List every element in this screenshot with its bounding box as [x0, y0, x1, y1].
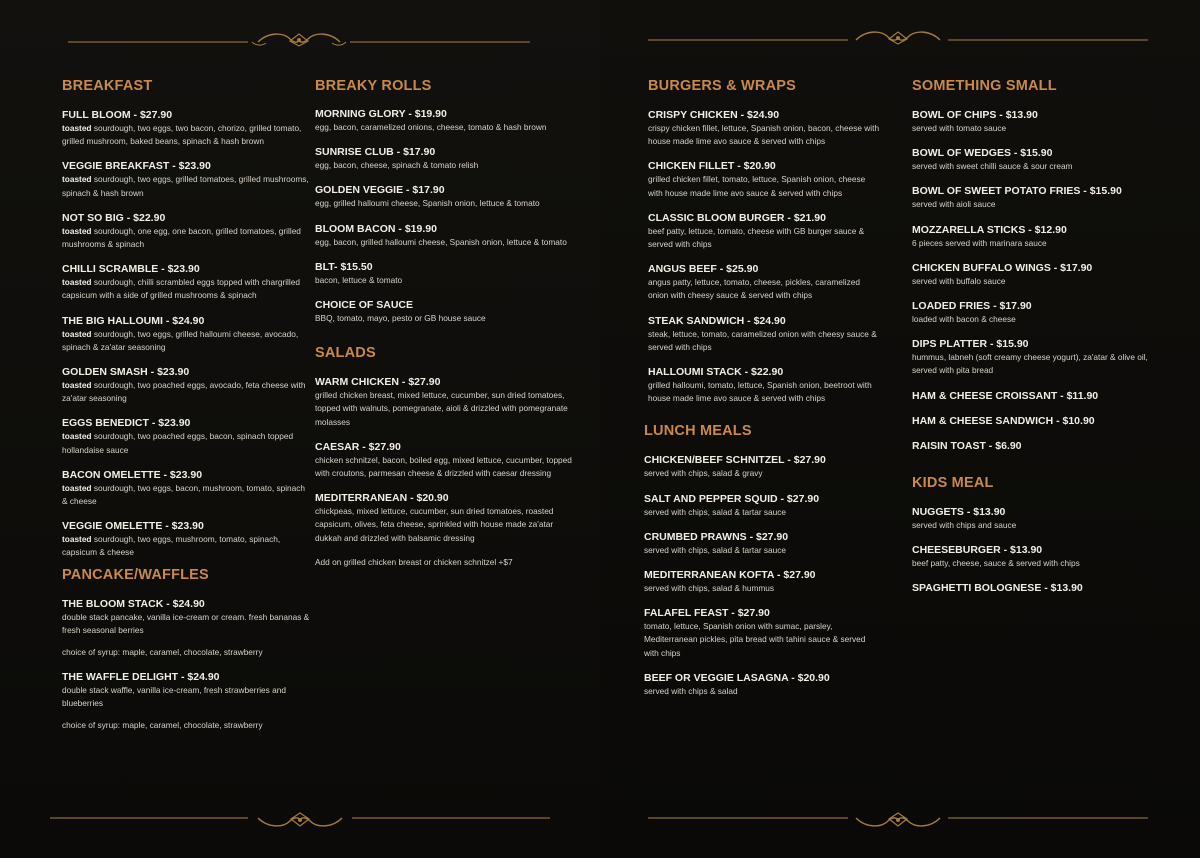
menu-item: [912, 543, 1162, 570]
menu-item: [644, 530, 880, 557]
burgers-list: [648, 108, 880, 405]
menu-item: [648, 211, 880, 251]
menu-item: [912, 299, 1162, 326]
menu-item-description: toasted sourdough, chilli scrambled eggs topped with chargrilled capsicum with a side of grilled mushrooms & spinach: [62, 277, 300, 301]
menu-item: [648, 262, 880, 302]
menu-item: [62, 519, 310, 559]
menu-item: [62, 597, 310, 659]
menu-item: [315, 222, 577, 249]
menu-item-name: STEAK SANDWICH - $24.90: [648, 314, 786, 327]
menu-item-name: RAISIN TOAST - $6.90: [912, 439, 1022, 452]
menu-item-description: double stack waffle, vanilla ice-cream, fresh strawberries and blueberries: [62, 685, 286, 709]
breakfast-list: [62, 108, 310, 560]
salads-addon-note: Add on grilled chicken breast or chicken schnitzel +$7: [315, 556, 513, 567]
menu-item-description: beef patty, cheese, sauce & served with chips: [912, 557, 1080, 568]
menu-item: [62, 108, 310, 148]
menu-item-description: toasted sourdough, two poached eggs, avocado, feta cheese with za'atar seasoning: [62, 380, 306, 404]
menu-item-description: BBQ, tomato, mayo, pesto or GB house sauce: [315, 313, 486, 324]
menu-item-name: BOWL OF WEDGES - $15.90: [912, 147, 1053, 160]
menu-item-name: CRUMBED PRAWNS - $27.90: [644, 530, 789, 543]
section-title-something-small: SOMETHING SMALL: [912, 78, 1057, 94]
menu-item-name: EGGS BENEDICT - $23.90: [62, 417, 191, 430]
menu-item-description: toasted sourdough, two eggs, bacon, mushroom, tomato, spinach & cheese: [62, 482, 306, 507]
menu-item: [315, 491, 577, 545]
menu-item-name: SUNRISE CLUB - $17.90: [315, 146, 436, 159]
menu-item-description: beef patty, lettuce, tomato, cheese with GB burger sauce & served with chips: [648, 225, 865, 250]
menu-item-name: MEDITERRANEAN - $20.90: [315, 492, 449, 505]
menu-item-name: THE BIG HALLOUMI - $24.90: [62, 314, 205, 327]
menu-item-description: served with chips, salad & gravy: [644, 468, 763, 479]
menu-item-description: egg, bacon, caramelized onions, cheese, tomato & hash brown: [315, 122, 547, 132]
menu-item-description: served with chips & salad: [644, 685, 738, 696]
menu-item-description: served with buffalo sauce: [912, 275, 1006, 286]
menu-item: [648, 365, 880, 405]
menu-item-name: NOT SO BIG - $22.90: [62, 211, 166, 224]
menu-item-name: HALLOUMI STACK - $22.90: [648, 366, 784, 379]
menu-item-lead: toasted: [62, 174, 92, 185]
menu-item-name: BACON OMELETTE - $23.90: [62, 468, 203, 481]
menu-item-name: NUGGETS - $13.90: [912, 505, 1006, 518]
menu-item-name: MOZZARELLA STICKS - $12.90: [912, 223, 1067, 236]
menu-item-description: served with sweet chilli sauce & sour cream: [912, 161, 1073, 172]
menu-item-description: served with chips, salad & tartar sauce: [644, 544, 787, 555]
menu-item-description: grilled chicken fillet, tomato, lettuce, Spanish onion, cheese with house made lime avo sauce & served with chips: [648, 174, 866, 198]
menu-item-description: double stack pancake, vanilla ice-cream or cream. fresh bananas & fresh seasonal berries: [62, 611, 310, 635]
menu-item: [644, 492, 880, 519]
menu-page-right: [600, 0, 1200, 858]
menu-item: [648, 159, 880, 199]
menu-item-name: SPAGHETTI BOLOGNESE - $13.90: [912, 582, 1083, 595]
menu-item: [644, 606, 880, 660]
section-title-burgers: BURGERS & WRAPS: [648, 78, 797, 94]
rolls-list: [315, 107, 577, 325]
menu-item-name: HAM & CHEESE SANDWICH - $10.90: [912, 414, 1095, 427]
menu-item-name: SALT AND PEPPER SQUID - $27.90: [644, 492, 820, 505]
section-title-pancakes: PANCAKE/WAFFLES: [62, 566, 209, 583]
menu-item-name: DIPS PLATTER - $15.90: [912, 338, 1029, 351]
menu-item: [62, 365, 310, 405]
menu-item-name: VEGGIE BREAKFAST - $23.90: [62, 160, 211, 173]
menu-item-description: toasted sourdough, two poached eggs, bacon, spinach topped hollandaise sauce: [62, 431, 294, 455]
menu-item: [62, 416, 310, 456]
menu-item-name: CHICKEN/BEEF SCHNITZEL - $27.90: [644, 454, 826, 467]
menu-item-name: VEGGIE OMELETTE - $23.90: [62, 520, 204, 533]
menu-item-name: MORNING GLORY - $19.90: [315, 108, 447, 120]
menu-item: [912, 261, 1162, 288]
menu-item-lead: toasted: [62, 277, 92, 288]
menu-item-lead: toasted: [62, 123, 92, 133]
menu-item-description: toasted sourdough, two eggs, grilled tomatoes, grilled mushrooms, spinach & hash brown: [62, 174, 309, 198]
salads-list: [315, 375, 577, 545]
section-title-salads: SALADS: [315, 345, 376, 362]
menu-item: [912, 184, 1162, 211]
menu-item: [62, 211, 310, 251]
menu-item-name: MEDITERRANEAN KOFTA - $27.90: [644, 569, 816, 582]
menu-item-description: grilled halloumi, tomato, lettuce, Spanish onion, beetroot with house made lime avo sauce & served with chips: [648, 380, 872, 404]
menu-item-description: chicken schnitzel, bacon, boiled egg, mixed lettuce, cucumber, topped with croutons, parmesan cheese & drizzled with caesar dressing: [315, 454, 572, 479]
kids-list: [912, 505, 1162, 595]
menu-item: [912, 581, 1162, 595]
menu-item-name: THE WAFFLE DELIGHT - $24.90: [62, 671, 220, 684]
menu-item-name: CHICKEN FILLET - $20.90: [648, 160, 776, 173]
menu-item-description: 6 pieces served with marinara sauce: [912, 237, 1047, 248]
small-kids-column: [912, 78, 1162, 606]
menu-item: [912, 389, 1162, 403]
menu-item: [315, 375, 577, 429]
menu-item-description: egg, bacon, cheese, spinach & tomato relish: [315, 160, 479, 171]
menu-item-name: CRISPY CHICKEN - $24.90: [648, 109, 780, 121]
breakfast-column: [62, 78, 310, 743]
menu-item: [648, 108, 880, 148]
menu-item-description: served with chips and sauce: [912, 519, 1017, 530]
menu-item: [912, 108, 1162, 135]
menu-item-name: ANGUS BEEF - $25.90: [648, 263, 759, 276]
menu-item-name: CHICKEN BUFFALO WINGS - $17.90: [912, 261, 1093, 274]
menu-item-name: FALAFEL FEAST - $27.90: [644, 607, 770, 620]
menu-item-name: WARM CHICKEN - $27.90: [315, 376, 441, 389]
menu-item-description: toasted sourdough, two eggs, mushroom, tomato, spinach, capsicum & cheese: [62, 534, 281, 558]
top-divider-ornament-right: [648, 26, 1148, 48]
menu-item-description: toasted sourdough, two eggs, grilled halloumi cheese, avocado, spinach & za'atar seasoning: [62, 328, 299, 352]
menu-item: [644, 671, 880, 698]
menu-item-name: GOLDEN SMASH - $23.90: [62, 366, 190, 379]
menu-item-lead: toasted: [62, 225, 92, 236]
menu-item-lead: toasted: [62, 380, 92, 391]
menu-item-description: egg, bacon, grilled halloumi cheese, Spanish onion, lettuce & tomato: [315, 236, 567, 247]
menu-item: [62, 670, 310, 732]
menu-item-description: toasted sourdough, one egg, one bacon, grilled tomatoes, grilled mushrooms & spinach: [62, 225, 301, 250]
menu-item-lead: toasted: [62, 534, 92, 545]
menu-item-description: bacon, lettuce & tomato: [315, 274, 403, 285]
menu-item-description: chickpeas, mixed lettuce, cucumber, sun dried tomatoes, roasted capsicum, olives, feta cheese, sprinkled with house made za'atar dukkah and drizzled with balsamic dressing: [315, 506, 554, 543]
burgers-lunch-column: [644, 78, 880, 709]
menu-item-name: GOLDEN VEGGIE - $17.90: [315, 184, 445, 197]
menu-item-description: loaded with bacon & cheese: [912, 314, 1016, 325]
menu-item-description: crispy chicken fillet, lettuce, Spanish onion, bacon, cheese with house made lime avo sauce & served with chips: [648, 123, 880, 147]
menu-item: [315, 298, 577, 325]
menu-item-name: BOWL OF SWEET POTATO FRIES - $15.90: [912, 185, 1122, 198]
menu-item-description: steak, lettuce, tomato, caramelized onion with cheesy sauce & served with chips: [648, 328, 877, 352]
menu-item-description: served with tomato sauce: [912, 123, 1007, 133]
menu-item-name: CAESAR - $27.90: [315, 440, 401, 453]
section-title-lunch: LUNCH MEALS: [644, 423, 752, 440]
menu-item: [315, 107, 577, 134]
bottom-divider-ornament-left: [50, 808, 550, 832]
menu-item-name: BEEF OR VEGGIE LASAGNA - $20.90: [644, 671, 830, 684]
small-list: [912, 108, 1162, 453]
menu-item-name: LOADED FRIES - $17.90: [912, 300, 1032, 313]
menu-item: [62, 314, 310, 354]
top-divider-ornament-left: [68, 28, 530, 50]
menu-item-name: CHEESEBURGER - $13.90: [912, 543, 1043, 556]
menu-item-lead: toasted: [62, 328, 92, 339]
menu-item: [315, 440, 577, 480]
menu-item-name: HAM & CHEESE CROISSANT - $11.90: [912, 389, 1099, 402]
menu-item-description: served with aioli sauce: [912, 199, 996, 210]
menu-item-description: served with chips, salad & hummus: [644, 583, 775, 594]
menu-item: [62, 159, 310, 199]
menu-item-note: choice of syrup: maple, caramel, chocolate, strawberry: [62, 720, 263, 731]
menu-item: [912, 439, 1162, 453]
menu-item-description: egg, grilled halloumi cheese, Spanish onion, lettuce & tomato: [315, 198, 540, 209]
menu-item-lead: toasted: [62, 431, 92, 442]
menu-item-name: THE BLOOM STACK - $24.90: [62, 597, 205, 610]
menu-item-description: toasted sourdough, two eggs, two bacon, chorizo, grilled tomato, grilled mushroom, baked beans, spinach & hash brown: [62, 123, 302, 147]
menu-item: [62, 468, 310, 508]
menu-item-description: grilled chicken breast, mixed lettuce, cucumber, sun dried tomatoes, topped with walnuts, pomegranate, aioli & drizzled with pomegranate molasses: [315, 390, 568, 427]
menu-item: [644, 568, 880, 595]
menu-item-name: CHOICE OF SAUCE: [315, 299, 414, 312]
menu-item-description: tomato, lettuce, Spanish onion with sumac, parsley, Mediterranean pickles, pita bread with tahini sauce & served with chips: [644, 621, 866, 658]
section-title-breaky-rolls: BREAKY ROLLS: [315, 78, 432, 94]
menu-item-description: angus patty, lettuce, tomato, cheese, pickles, caramelized onion with cheesy sauce & served with chips: [648, 277, 860, 301]
menu-item: [912, 414, 1162, 428]
menu-item: [62, 262, 310, 302]
section-title-kids: KIDS MEAL: [912, 474, 994, 491]
menu-item-name: FULL BLOOM - $27.90: [62, 109, 173, 121]
menu-item-name: BLOOM BACON - $19.90: [315, 222, 437, 235]
rolls-salads-column: [315, 78, 577, 581]
menu-item-note: choice of syrup: maple, caramel, chocolate, strawberry: [62, 647, 263, 658]
menu-item: [912, 505, 1162, 532]
menu-item: [648, 314, 880, 354]
menu-item: [315, 260, 577, 287]
menu-item-description: served with chips, salad & tartar sauce: [644, 506, 787, 517]
menu-item-description: hummus, labneh (soft creamy cheese yogurt), za'atar & olive oil, served with pita bread: [912, 352, 1148, 376]
menu-item-name: BLT- $15.50: [315, 260, 373, 273]
menu-item: [315, 145, 577, 172]
menu-item: [912, 146, 1162, 173]
menu-item: [315, 183, 577, 210]
menu-item: [912, 223, 1162, 250]
menu-item: [912, 337, 1162, 377]
menu-item-name: BOWL OF CHIPS - $13.90: [912, 109, 1038, 121]
menu-item-name: CHILLI SCRAMBLE - $23.90: [62, 263, 200, 276]
lunch-list: [644, 453, 880, 698]
bottom-divider-ornament-right: [648, 808, 1148, 832]
menu-item-lead: toasted: [62, 482, 92, 493]
pancakes-list: [62, 597, 310, 733]
section-title-breakfast: BREAKFAST: [62, 78, 153, 94]
menu-item-name: CLASSIC BLOOM BURGER - $21.90: [648, 211, 826, 224]
menu-item: [644, 453, 880, 480]
